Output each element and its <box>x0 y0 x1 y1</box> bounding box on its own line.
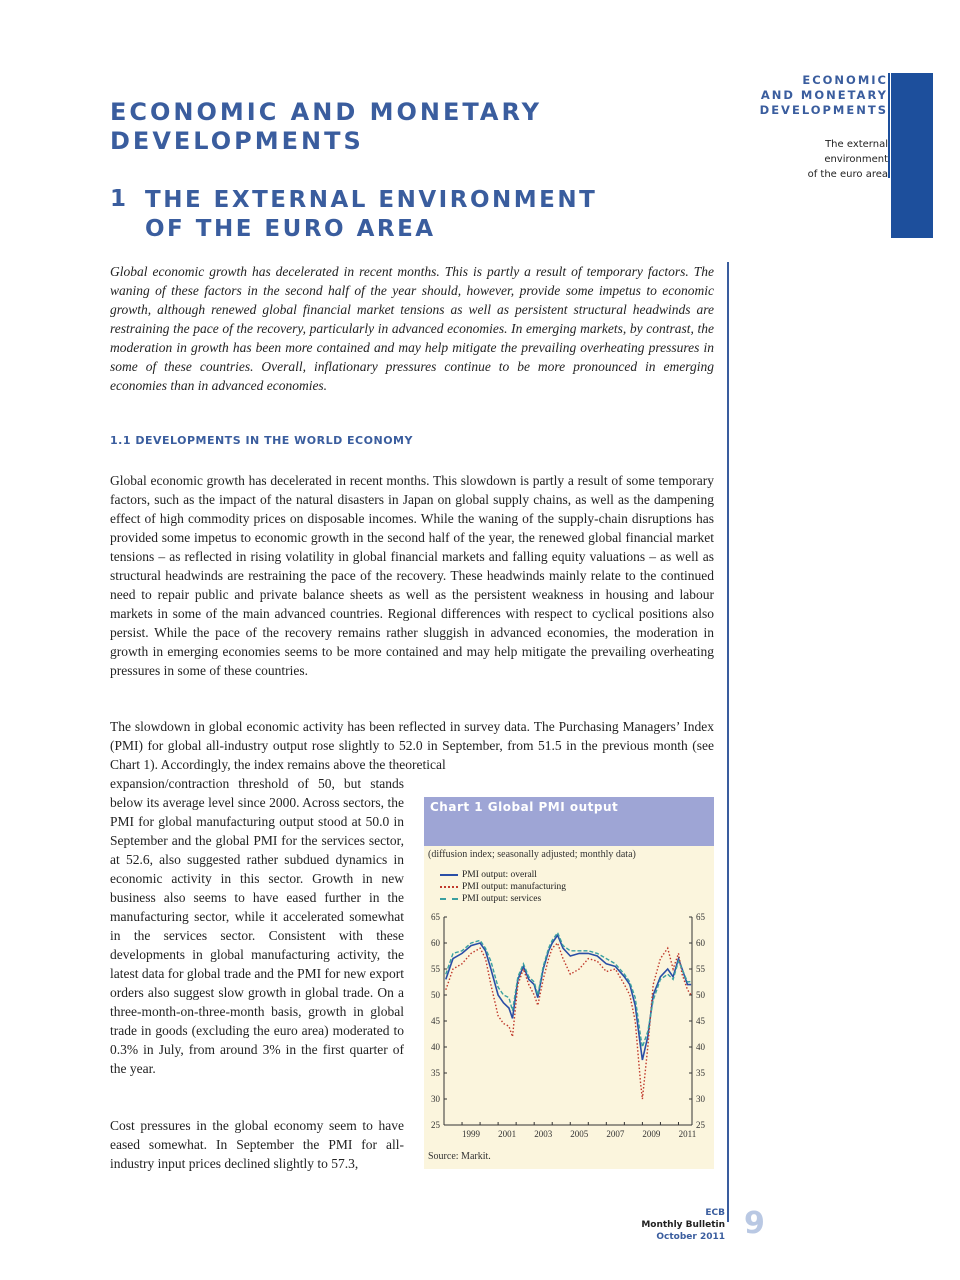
section-title-line-1: THE EXTERNAL ENVIRONMENT <box>145 187 598 213</box>
side-heading-line-1: ECONOMIC <box>802 73 888 87</box>
y-tick-label-left: 45 <box>431 1016 440 1026</box>
page-title <box>110 98 542 156</box>
y-tick-label-left: 40 <box>431 1042 440 1052</box>
page-number: 9 <box>744 1206 765 1241</box>
x-tick-label: 2009 <box>642 1129 661 1139</box>
x-tick-label: 2003 <box>534 1129 553 1139</box>
y-tick-label-right: 40 <box>696 1042 705 1052</box>
x-tick-label: 2011 <box>678 1129 697 1139</box>
side-rule <box>888 73 890 178</box>
subsection-heading: 1.1 DEVELOPMENTS IN THE WORLD ECONOMY <box>110 434 413 447</box>
legend-label-overall: PMI output: overall <box>462 870 537 880</box>
section-tab <box>891 73 933 238</box>
paragraph-1: Global economic growth has decelerated in recent months. This slowdown is partly a result of some temporary factors, such as the impact of the natural disasters in Japan on global supply chains, as well as the dampening effect of high commodity prices on disposable incomes. While the waning of the supply-chain disruptions has provided some impetus to economic growth in the second half of the year, the renewed global financial market tensions – as reflected in rising volatility in global financial markets and falling equity valuations – as well as structural headwinds are restraining the pace of the recovery. These headwinds mainly relate to the continued need to repair public and private balance sheets as well as the persistent weakness in housing and labour markets in some of the main advanced countries. Regional differences with respect to cyclical positions also persist. While the pace of the recovery remains rather sluggish in advanced economies, the moderation in growth in emerging economies seems to be more contained and may help mitigate the prevailing overheating pressures in some of these countries. <box>110 473 714 678</box>
paragraph-3: Cost pressures in the global economy seem to have eased somewhat. In September the PMI for all-industry input prices declined slightly to 57.3, <box>110 1118 404 1171</box>
y-tick-label-left: 35 <box>431 1068 440 1078</box>
y-tick-label-left: 65 <box>431 912 440 922</box>
y-tick-label-left: 60 <box>431 938 440 948</box>
x-tick-label: 2007 <box>606 1129 625 1139</box>
chart-subtitle: (diffusion index; seasonally adjusted; monthly data) <box>428 849 636 860</box>
legend-swatch-services <box>440 898 458 900</box>
x-tick-label: 1999 <box>462 1129 481 1139</box>
side-sub-line-1: The external <box>825 139 888 150</box>
side-subheading <box>808 137 888 182</box>
y-tick-label-right: 25 <box>696 1120 705 1130</box>
y-tick-label-right: 30 <box>696 1094 705 1104</box>
legend-item-services <box>440 893 541 905</box>
x-tick-label: 2001 <box>498 1129 517 1139</box>
section-number: 1 <box>110 186 127 212</box>
side-sub-line-3: of the euro area <box>807 169 888 180</box>
legend-item-manufacturing <box>440 881 566 893</box>
section-title-line-2: OF THE EURO AREA <box>145 216 436 242</box>
y-tick-label-left: 55 <box>431 964 440 974</box>
series-line-manufacturing <box>446 943 691 1099</box>
legend-item-overall <box>440 869 537 881</box>
legend-label-manufacturing: PMI output: manufacturing <box>462 882 566 892</box>
page-title-line-1: ECONOMIC AND MONETARY <box>110 98 543 126</box>
margin-rule <box>727 262 729 1222</box>
side-heading <box>760 73 888 118</box>
y-tick-label-right: 50 <box>696 990 705 1000</box>
section-title <box>145 186 597 244</box>
side-heading-line-3: DEVELOPMENTS <box>759 103 888 117</box>
paragraph-2-continued: expansion/contraction threshold of 50, but stands below its average level since 2000. Across sectors, the PMI for global manufacturing output stood at 50.0 in September and the global PMI for the services sector, at 52.6, also suggested rather subdued dynamics in economic activity in this sector. Growth in new business also seems to have eased further in the manufacturing sector, while it accelerated somewhat in the services sector. Consistent with these developments in global manufacturing activity, the latest data for global trade and the PMI for new export orders also suggest slow growth in global trade. On a three-month-on-three-month basis, growth in global trade in goods (excluding the euro area) moderated to 0.3% in July, from around 3% in the first quarter of the year. <box>110 776 404 1076</box>
footer-publication: Monthly Bulletin <box>641 1220 725 1230</box>
footer-date: October 2011 <box>656 1232 725 1242</box>
footer-publisher: ECB <box>705 1208 725 1218</box>
chart-source: Source: Markit. <box>428 1151 491 1162</box>
y-tick-label-left: 25 <box>431 1120 440 1130</box>
legend-swatch-manufacturing <box>440 886 458 888</box>
y-tick-label-left: 30 <box>431 1094 440 1104</box>
y-tick-label-right: 55 <box>696 964 705 974</box>
page-title-line-2: DEVELOPMENTS <box>110 127 364 155</box>
page-footer <box>641 1207 725 1243</box>
chart-title: Chart 1 Global PMI output <box>430 800 619 814</box>
legend-label-services: PMI output: services <box>462 894 542 904</box>
y-tick-label-right: 65 <box>696 912 705 922</box>
y-tick-label-right: 60 <box>696 938 705 948</box>
side-heading-line-2: AND MONETARY <box>760 88 888 102</box>
paragraph-2: The slowdown in global economic activity has been reflected in survey data. The Purchasing Managers’ Index (PMI) for global all-industry output rose slightly to 52.0 in September, from 51.5 in the previous month (see Chart 1). Accordingly, the index remains above the theoretical <box>110 719 714 772</box>
series-line-services <box>446 933 691 1047</box>
x-tick-label: 2005 <box>570 1129 589 1139</box>
side-sub-line-2: environment <box>824 154 888 165</box>
y-tick-label-left: 50 <box>431 990 440 1000</box>
intro-summary: Global economic growth has decelerated in recent months. This is partly a result of temporary factors. The waning of these factors in the second half of the year should, however, provide some impetus to economic growth, although renewed global financial market tensions as well as persistent structural headwinds are restraining the pace of the recovery, particularly in advanced economies. In emerging markets, by contrast, the moderation in growth has been more contained and may help mitigate the prevailing overheating pressures in some of these countries. Overall, inflationary pressures continue to be more pronounced in emerging economies than in advanced economies. <box>110 264 714 393</box>
legend-swatch-overall <box>440 874 458 876</box>
pmi-line-chart <box>424 905 714 1150</box>
y-tick-label-right: 35 <box>696 1068 705 1078</box>
y-tick-label-right: 45 <box>696 1016 705 1026</box>
